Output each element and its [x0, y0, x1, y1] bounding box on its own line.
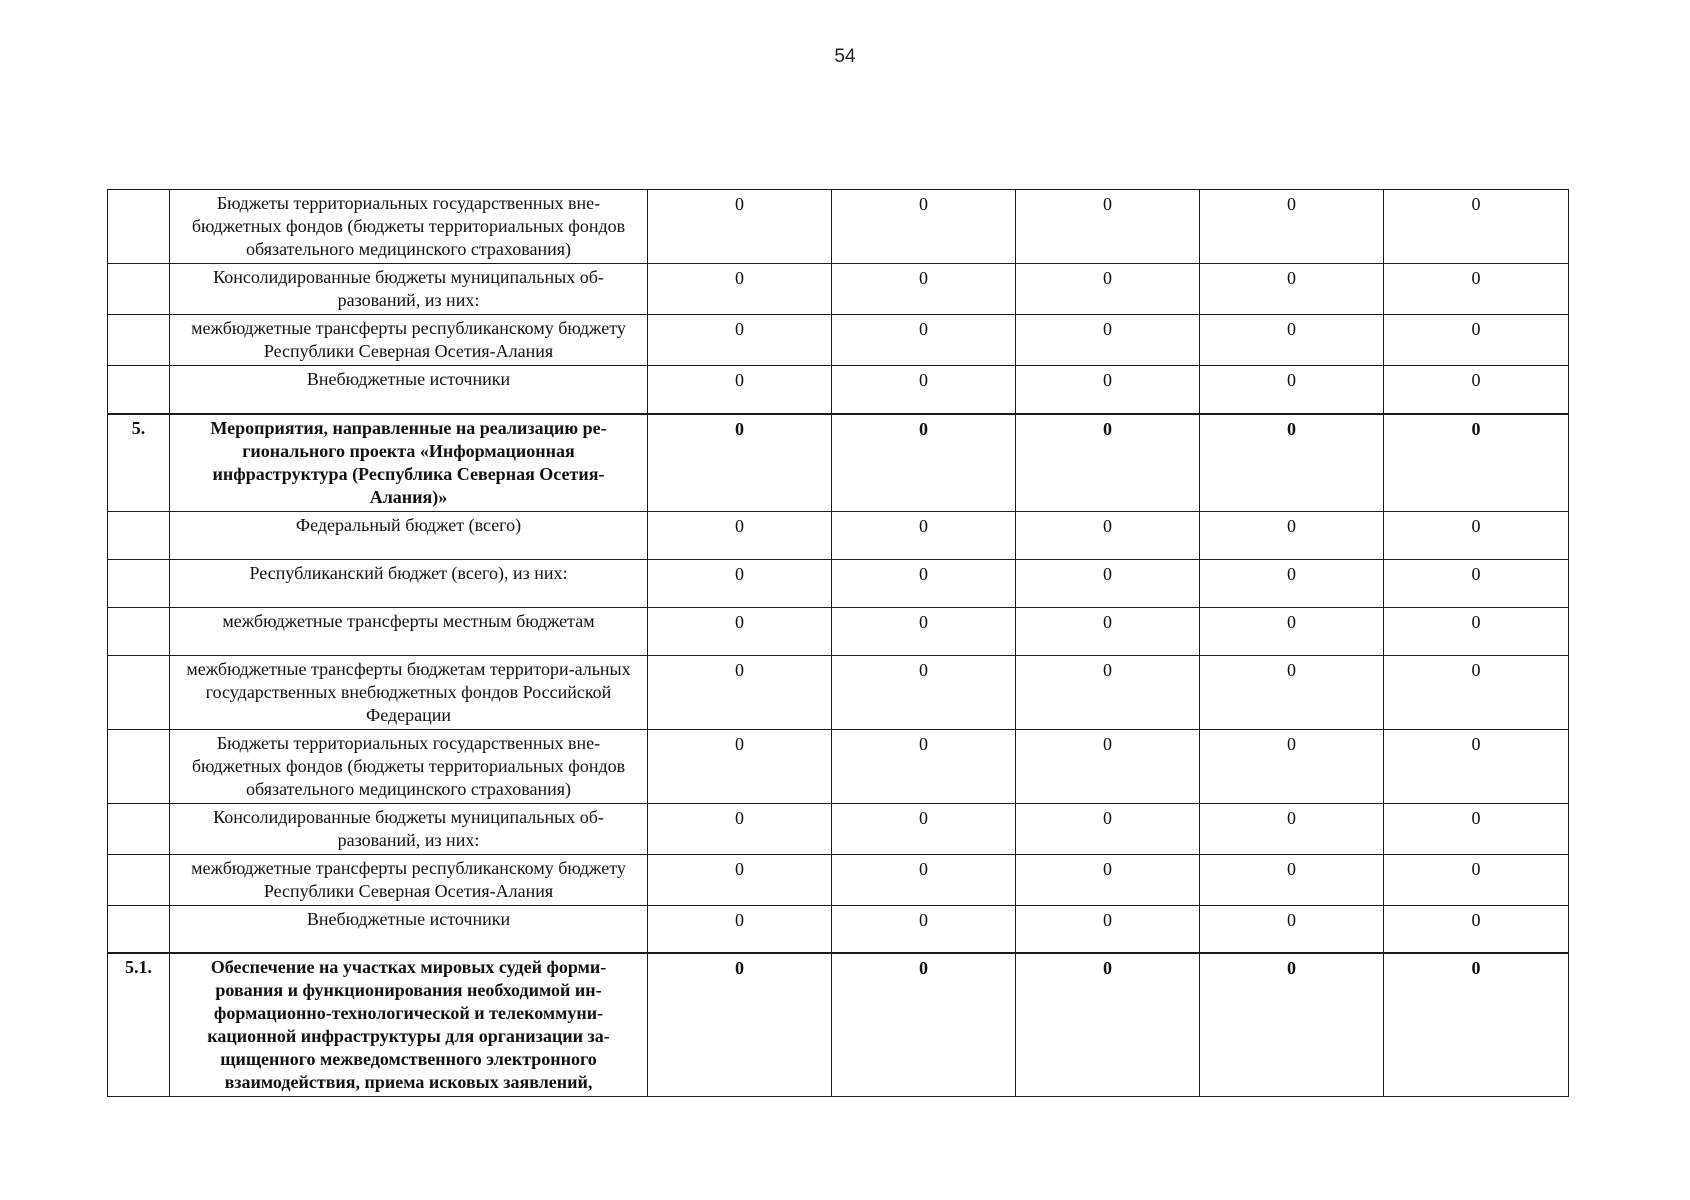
row-value-1: 0	[648, 511, 832, 559]
row-label: Консолидированные бюджеты муниципальных об-разований, из них:	[170, 803, 648, 854]
row-value-5: 0	[1384, 953, 1569, 1097]
row-number	[108, 315, 170, 366]
table-row	[108, 511, 1569, 559]
row-value-1: 0	[648, 414, 832, 512]
table-body	[108, 190, 1569, 1097]
row-value-4: 0	[1200, 366, 1384, 414]
row-label: Мероприятия, направленные на реализацию ре-гионального проекта «Информационная инфраструктура (Республика Северная Осетия-Алания)»	[170, 414, 648, 512]
row-value-2: 0	[832, 607, 1016, 655]
row-value-1: 0	[648, 607, 832, 655]
row-value-4: 0	[1200, 264, 1384, 315]
row-number	[108, 729, 170, 803]
row-value-2: 0	[832, 854, 1016, 905]
row-number	[108, 559, 170, 607]
row-value-3: 0	[1016, 264, 1200, 315]
row-value-4: 0	[1200, 559, 1384, 607]
row-value-1: 0	[648, 315, 832, 366]
row-value-2: 0	[832, 729, 1016, 803]
row-value-2: 0	[832, 655, 1016, 729]
row-value-2: 0	[832, 264, 1016, 315]
row-label: Республиканский бюджет (всего), из них:	[170, 559, 648, 607]
table-row	[108, 607, 1569, 655]
row-number	[108, 854, 170, 905]
row-value-5: 0	[1384, 511, 1569, 559]
row-value-1: 0	[648, 905, 832, 953]
row-value-5: 0	[1384, 264, 1569, 315]
row-value-5: 0	[1384, 803, 1569, 854]
row-value-3: 0	[1016, 803, 1200, 854]
row-value-4: 0	[1200, 655, 1384, 729]
row-number	[108, 264, 170, 315]
row-label: Бюджеты территориальных государственных вне-бюджетных фондов (бюджеты территориальных фондов обязательного медицинского страхования)	[170, 190, 648, 264]
row-value-3: 0	[1016, 366, 1200, 414]
table-row	[108, 953, 1569, 1097]
row-number	[108, 366, 170, 414]
row-value-3: 0	[1016, 655, 1200, 729]
row-value-3: 0	[1016, 905, 1200, 953]
row-value-1: 0	[648, 366, 832, 414]
table-row	[108, 655, 1569, 729]
row-value-1: 0	[648, 264, 832, 315]
table-row	[108, 854, 1569, 905]
row-value-5: 0	[1384, 414, 1569, 512]
row-value-3: 0	[1016, 953, 1200, 1097]
budget-table	[107, 189, 1569, 1097]
row-value-2: 0	[832, 905, 1016, 953]
table-row	[108, 729, 1569, 803]
row-value-5: 0	[1384, 655, 1569, 729]
row-label: межбюджетные трансферты республиканскому бюджету Республики Северная Осетия-Алания	[170, 315, 648, 366]
row-label: Федеральный бюджет (всего)	[170, 511, 648, 559]
row-value-4: 0	[1200, 607, 1384, 655]
row-value-4: 0	[1200, 854, 1384, 905]
row-value-4: 0	[1200, 905, 1384, 953]
row-value-4: 0	[1200, 315, 1384, 366]
row-value-1: 0	[648, 953, 832, 1097]
row-number: 5.1.	[108, 953, 170, 1097]
row-value-5: 0	[1384, 366, 1569, 414]
row-value-5: 0	[1384, 854, 1569, 905]
row-value-4: 0	[1200, 511, 1384, 559]
row-number	[108, 655, 170, 729]
table-row	[108, 366, 1569, 414]
table-row	[108, 414, 1569, 512]
row-value-3: 0	[1016, 854, 1200, 905]
row-value-3: 0	[1016, 559, 1200, 607]
row-value-2: 0	[832, 803, 1016, 854]
row-number	[108, 905, 170, 953]
row-value-3: 0	[1016, 607, 1200, 655]
row-value-5: 0	[1384, 905, 1569, 953]
row-value-2: 0	[832, 414, 1016, 512]
table-row	[108, 264, 1569, 315]
row-value-5: 0	[1384, 559, 1569, 607]
table-row	[108, 315, 1569, 366]
row-value-5: 0	[1384, 190, 1569, 264]
row-value-1: 0	[648, 854, 832, 905]
row-value-3: 0	[1016, 414, 1200, 512]
row-value-2: 0	[832, 190, 1016, 264]
row-value-4: 0	[1200, 190, 1384, 264]
row-value-2: 0	[832, 366, 1016, 414]
row-value-3: 0	[1016, 729, 1200, 803]
row-value-1: 0	[648, 655, 832, 729]
page-number: 54	[834, 46, 856, 67]
row-value-4: 0	[1200, 803, 1384, 854]
row-label: межбюджетные трансферты местным бюджетам	[170, 607, 648, 655]
row-value-2: 0	[832, 559, 1016, 607]
row-value-5: 0	[1384, 315, 1569, 366]
table-row	[108, 905, 1569, 953]
row-label: межбюджетные трансферты республиканскому бюджету Республики Северная Осетия-Алания	[170, 854, 648, 905]
table-row	[108, 190, 1569, 264]
row-value-1: 0	[648, 559, 832, 607]
row-label: Внебюджетные источники	[170, 366, 648, 414]
row-label: межбюджетные трансферты бюджетам территори-альных государственных внебюджетных фондов Российской Федерации	[170, 655, 648, 729]
table-row	[108, 559, 1569, 607]
row-value-3: 0	[1016, 315, 1200, 366]
row-number	[108, 803, 170, 854]
row-value-4: 0	[1200, 729, 1384, 803]
row-value-1: 0	[648, 190, 832, 264]
row-value-4: 0	[1200, 953, 1384, 1097]
row-value-2: 0	[832, 953, 1016, 1097]
row-value-2: 0	[832, 315, 1016, 366]
row-value-2: 0	[832, 511, 1016, 559]
row-label: Консолидированные бюджеты муниципальных об-разований, из них:	[170, 264, 648, 315]
row-value-1: 0	[648, 729, 832, 803]
row-value-1: 0	[648, 803, 832, 854]
row-value-3: 0	[1016, 190, 1200, 264]
row-label: Внебюджетные источники	[170, 905, 648, 953]
row-number	[108, 511, 170, 559]
row-number	[108, 190, 170, 264]
row-number: 5.	[108, 414, 170, 512]
row-label: Обеспечение на участках мировых судей форми-рования и функционирования необходимой ин-формационно-технологической и телекоммуни-кационной инфраструктуры для организации за-щищенного межведомственного электронного взаимодействия, приема исковых заявлений,	[170, 953, 648, 1097]
row-number	[108, 607, 170, 655]
row-value-5: 0	[1384, 729, 1569, 803]
row-value-4: 0	[1200, 414, 1384, 512]
row-value-5: 0	[1384, 607, 1569, 655]
table-row	[108, 803, 1569, 854]
row-label: Бюджеты территориальных государственных вне-бюджетных фондов (бюджеты территориальных фондов обязательного медицинского страхования)	[170, 729, 648, 803]
row-value-3: 0	[1016, 511, 1200, 559]
